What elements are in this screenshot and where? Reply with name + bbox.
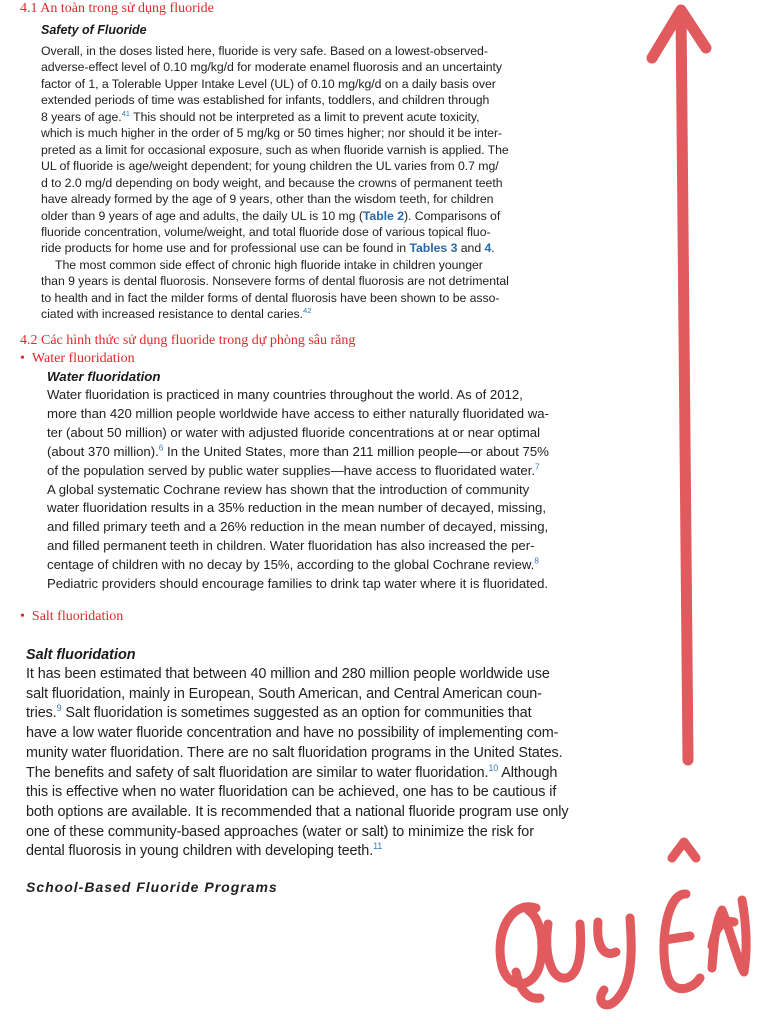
text-run: (about 370 million).: [47, 443, 159, 459]
text-line: Water fluoridation is practiced in many countries throughout the world. As of 2012,: [47, 387, 523, 402]
bullet-label: Salt fluoridation: [31, 609, 124, 624]
bullet-dot: •: [20, 351, 25, 366]
annotation-heading-4-2: 4.2 Các hình thức sử dụng fluoride trong dự phòng sâu răng: [20, 333, 356, 348]
citation-41[interactable]: 41: [121, 108, 130, 118]
red-arrow-icon: [652, 10, 706, 760]
bullet-label: Water fluoridation: [31, 351, 135, 366]
next-heading-text: School-Based Fluoride Programs: [26, 879, 278, 895]
text-line: extended periods of time was established for infants, toddlers, and children through: [41, 93, 490, 108]
text-line: and filled primary teeth and a 26% reduction in the mean number of decayed, missing,: [47, 519, 549, 535]
bullet-dot: •: [20, 609, 25, 624]
text-run: The benefits and safety of salt fluoridation are similar to water fluoridation.: [26, 764, 489, 781]
text-run: ciated with increased resistance to dental caries.: [41, 307, 304, 322]
text-run: dental fluorosis in young children with developing teeth.: [26, 843, 374, 860]
text-line: one of these community-based approaches (water or salt) to minimize the risk for: [26, 823, 534, 840]
text-line: ter (about 50 million) or water with adjusted fluoride concentrations at or near optimal: [47, 424, 541, 440]
text-line: Overall, in the doses listed here, fluoride is very safe. Based on a lowest-observed-: [41, 44, 488, 58]
text-line: preted as a limit for occasional exposure, such as when fluoride varnish is applied. The: [41, 142, 509, 157]
text-line: munity water fluoridation. There are no salt fluoridation programs in the United States.: [26, 744, 563, 761]
salt-section-title: Salt fluoridation: [26, 647, 136, 663]
citation-6[interactable]: 6: [158, 443, 164, 453]
citation-11[interactable]: 11: [373, 841, 383, 852]
text-run: ). Comparisons of: [404, 208, 501, 223]
text-line: this is effective when no water fluoridation can be achieved, one has to be cautious if: [26, 784, 557, 801]
text-run: older than 9 years of age and adults, the daily UL is 10 mg (: [41, 208, 363, 223]
citation-9[interactable]: 9: [56, 703, 62, 714]
annotation-heading-4-1: 4.1 An toàn trong sử dụng fluoride: [20, 1, 214, 16]
text-line: factor of 1, a Tolerable Upper Intake Level (UL) of 0.10 mg/kg/d on a daily basis over: [41, 76, 496, 91]
text-line: d to 2.0 mg/d depending on body weight, and because the crowns of permanent teeth: [41, 175, 503, 190]
safety-section-title: Safety of Fluoride: [41, 23, 147, 37]
text-line: A global systematic Cochrane review has shown that the introduction of community: [47, 481, 530, 497]
text-run: centage of children with no decay by 15%, according to the global Cochrane review.: [47, 557, 535, 573]
text-line: UL of fluoride is age/weight dependent; for young children the UL varies from 0.7 mg/: [41, 159, 499, 174]
text-line: which is much higher in the order of 5 mg/kg or 50 times higher; nor should it be inter-: [41, 126, 503, 141]
citation-8[interactable]: 8: [534, 556, 539, 566]
text-line: It has been estimated that between 40 million and 280 million people worldwide use: [26, 666, 550, 682]
signature-text: QUYẾN: [620, 1020, 624, 1021]
text-run: In the United States, more than 211 million people—or about 75%: [163, 443, 549, 459]
text-line: adverse-effect level of 0.10 mg/kg/d for moderate enamel fluorosis and an uncertainty: [41, 60, 503, 75]
text-line: to health and in fact the milder forms of dental fluorosis have been shown to be asso-: [41, 290, 500, 305]
text-run: Although: [498, 764, 558, 781]
citation-42[interactable]: 42: [303, 306, 312, 316]
water-section-title: Water fluoridation: [47, 369, 161, 384]
text-run: 8 years of age.: [41, 109, 122, 124]
table-2-link[interactable]: Table 2: [362, 208, 404, 223]
text-run: ride products for home use and for professional use can be found in: [41, 241, 410, 256]
table-4-link[interactable]: 4: [484, 241, 492, 256]
text-line: have a low water fluoride concentration and have no possibility of implementing com-: [26, 725, 559, 742]
citation-10[interactable]: 10: [488, 762, 499, 773]
text-line: than 9 years is dental fluorosis. Nonsevere forms of dental fluorosis are not detrimental: [41, 274, 509, 289]
text-run: of the population served by public water supplies—have access to fluoridated water.: [47, 462, 536, 478]
text-line: have already formed by the age of 9 years, other than the wisdom teeth, for children: [41, 192, 494, 207]
text-line: both options are available. It is recommended that a national fluoride program use only: [26, 803, 569, 820]
text-line: water fluoridation results in a 35% reduction in the mean number of decayed, missing,: [47, 500, 546, 516]
signature-quyen: [500, 842, 746, 1005]
text-line: The most common side effect of chronic high fluoride intake in children younger: [55, 257, 483, 272]
text-run: Salt fluoridation is sometimes suggested as an option for communities that: [61, 705, 532, 722]
text-line: Pediatric providers should encourage families to drink tap water where it is fluoridated.: [47, 576, 549, 592]
text-line: salt fluoridation, mainly in European, South American, and Central American coun-: [26, 685, 542, 702]
text-run: tries.: [26, 705, 57, 722]
text-run: and: [457, 241, 485, 256]
text-line: fluoride concentration, volume/weight, and total fluoride dose of various topical fluo-: [41, 224, 491, 239]
text-line: more than 420 million people worldwide have access to either naturally fluoridated wa-: [47, 405, 549, 421]
tables-3-link[interactable]: Tables 3: [409, 241, 458, 256]
text-run: This should not be interpreted as a limit to prevent acute toxicity,: [129, 109, 480, 124]
text-run: .: [491, 241, 495, 256]
text-line: and filled permanent teeth in children. Water fluoridation has also increased the per-: [47, 538, 535, 554]
citation-7[interactable]: 7: [535, 462, 540, 472]
